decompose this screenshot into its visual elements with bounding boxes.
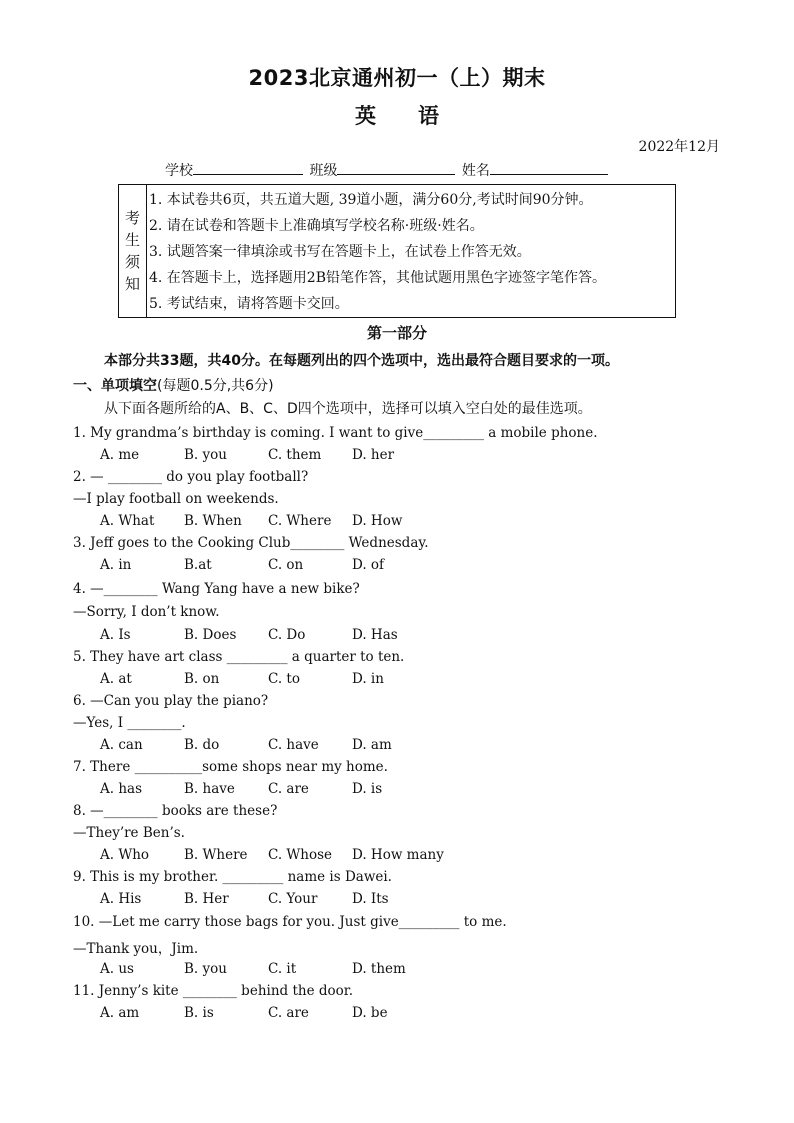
option: D. of: [352, 557, 385, 573]
exam-date: 2022年12月: [638, 139, 720, 155]
question-stem: 6. —Can you play the piano?: [73, 693, 269, 709]
part-label: 一、单项填空: [73, 378, 157, 394]
part-instruction: 从下面各题所给的A、B、C、D四个选项中，选择可以填入空白处的最佳选项。: [104, 401, 592, 417]
option: C. Where: [268, 513, 332, 529]
notice-label-char: 知: [124, 275, 140, 293]
name-blank: [490, 160, 608, 175]
option: D. in: [352, 671, 384, 687]
notice-item: 4. 在答题卡上，选择题用2B铅笔作答，其他试题用黑色字迹签字笔作答。: [149, 270, 607, 286]
notice-label-char: 生: [124, 231, 140, 249]
option: D. How many: [352, 847, 444, 863]
question-stem: —I play football on weekends.: [73, 491, 279, 507]
exam-notice-box: [118, 184, 676, 318]
option: A. Who: [100, 847, 150, 863]
option: D. be: [352, 1005, 388, 1021]
part-heading: [73, 375, 274, 395]
question-stem: —Yes, I ________.: [73, 715, 186, 731]
question-stem: 10. —Let me carry those bags for you. Just give_________ to me.: [73, 914, 507, 930]
school-blank: [193, 160, 303, 175]
option: D. them: [352, 961, 406, 977]
option: D. Has: [352, 627, 398, 643]
option: B. you: [184, 961, 227, 977]
option: D. am: [352, 737, 392, 753]
question-stem: 5. They have art class _________ a quarter to ten.: [73, 649, 405, 665]
question-options: [100, 627, 436, 643]
question-options: [100, 513, 436, 529]
option: A. Is: [100, 627, 131, 643]
option: A. us: [100, 961, 134, 977]
question-options: [100, 671, 436, 687]
option: B. Her: [184, 891, 229, 907]
option: B. is: [184, 1005, 214, 1021]
option: D. How: [352, 513, 403, 529]
question-options: [100, 557, 436, 573]
subject-title: 英语: [355, 104, 481, 128]
option: C. have: [268, 737, 319, 753]
page-title: 2023北京通州初一（上）期末: [248, 66, 546, 90]
notice-item: 2. 请在试卷和答题卡上准确填写学校名称·班级·姓名。: [149, 218, 484, 234]
section-title: 第一部分: [366, 324, 427, 342]
school-label: 学校: [165, 163, 193, 179]
option: A. has: [100, 781, 143, 797]
notice-label-char: 须: [124, 253, 140, 271]
notice-item: 3. 试题答案一律填涂或书写在答题卡上，在试卷上作答无效。: [149, 244, 531, 260]
question-stem: —They’re Ben’s.: [73, 825, 185, 841]
option: C. on: [268, 557, 304, 573]
option: A. His: [100, 891, 142, 907]
option: A. am: [100, 1005, 140, 1021]
option: D. is: [352, 781, 383, 797]
option: B. have: [184, 781, 235, 797]
option: A. What: [100, 513, 155, 529]
option: C. Do: [268, 627, 306, 643]
option: D. her: [352, 447, 395, 463]
option: A. in: [100, 557, 132, 573]
name-label: 姓名: [461, 163, 490, 179]
notice-item: 1. 本试卷共6页，共五道大题, 39道小题，满分60分,考试时间90分钟。: [149, 192, 593, 208]
class-label: 班级: [309, 163, 338, 179]
question-options: [100, 1005, 436, 1021]
question-stem: 4. —________ Wang Yang have a new bike?: [73, 581, 360, 597]
question-options: [100, 891, 436, 907]
question-stem: 1. My grandma’s birthday is coming. I want to give_________ a mobile phone.: [73, 425, 598, 441]
question-options: [100, 737, 436, 753]
option: A. me: [100, 447, 140, 463]
option: C. are: [268, 781, 309, 797]
student-info-line: [165, 160, 610, 180]
option: C. Whose: [268, 847, 333, 863]
option: D. Its: [352, 891, 389, 907]
question-options: [100, 961, 436, 977]
question-options: [100, 781, 436, 797]
question-stem: 7. There __________some shops near my home.: [73, 759, 388, 775]
option: B. on: [184, 671, 220, 687]
question-stem: 11. Jenny’s kite ________ behind the door.: [73, 983, 354, 999]
option: C. to: [268, 671, 300, 687]
question-stem: —Sorry, I don’t know.: [73, 604, 220, 620]
option: C. are: [268, 1005, 309, 1021]
option: C. Your: [268, 891, 318, 907]
question-stem: 3. Jeff goes to the Cooking Club________ Wednesday.: [73, 535, 429, 551]
notice-label: [119, 185, 147, 317]
option: B.at: [184, 557, 212, 573]
question-options: [100, 847, 444, 863]
section-description: 本部分共33题，共40分。在每题列出的四个选项中，选出最符合题目要求的一项。: [104, 353, 619, 369]
class-blank: [337, 160, 455, 175]
notice-label-char: 考: [124, 209, 140, 227]
option: B. you: [184, 447, 227, 463]
notice-item: 5. 考试结束，请将答题卡交回。: [149, 296, 349, 312]
option: B. Where: [184, 847, 248, 863]
part-note: (每题0.5分,共6分): [157, 378, 274, 394]
question-stem: 2. — ________ do you play football?: [73, 469, 309, 485]
option: B. When: [184, 513, 242, 529]
option: A. at: [100, 671, 132, 687]
question-stem: 9. This is my brother. _________ name is Dawei.: [73, 869, 392, 885]
option: A. can: [100, 737, 143, 753]
option: B. do: [184, 737, 220, 753]
question-stem: —Thank you，Jim.: [73, 941, 199, 957]
question-options: [100, 447, 436, 463]
question-stem: 8. —________ books are these?: [73, 803, 278, 819]
option: B. Does: [184, 627, 237, 643]
option: C. it: [268, 961, 297, 977]
option: C. them: [268, 447, 322, 463]
